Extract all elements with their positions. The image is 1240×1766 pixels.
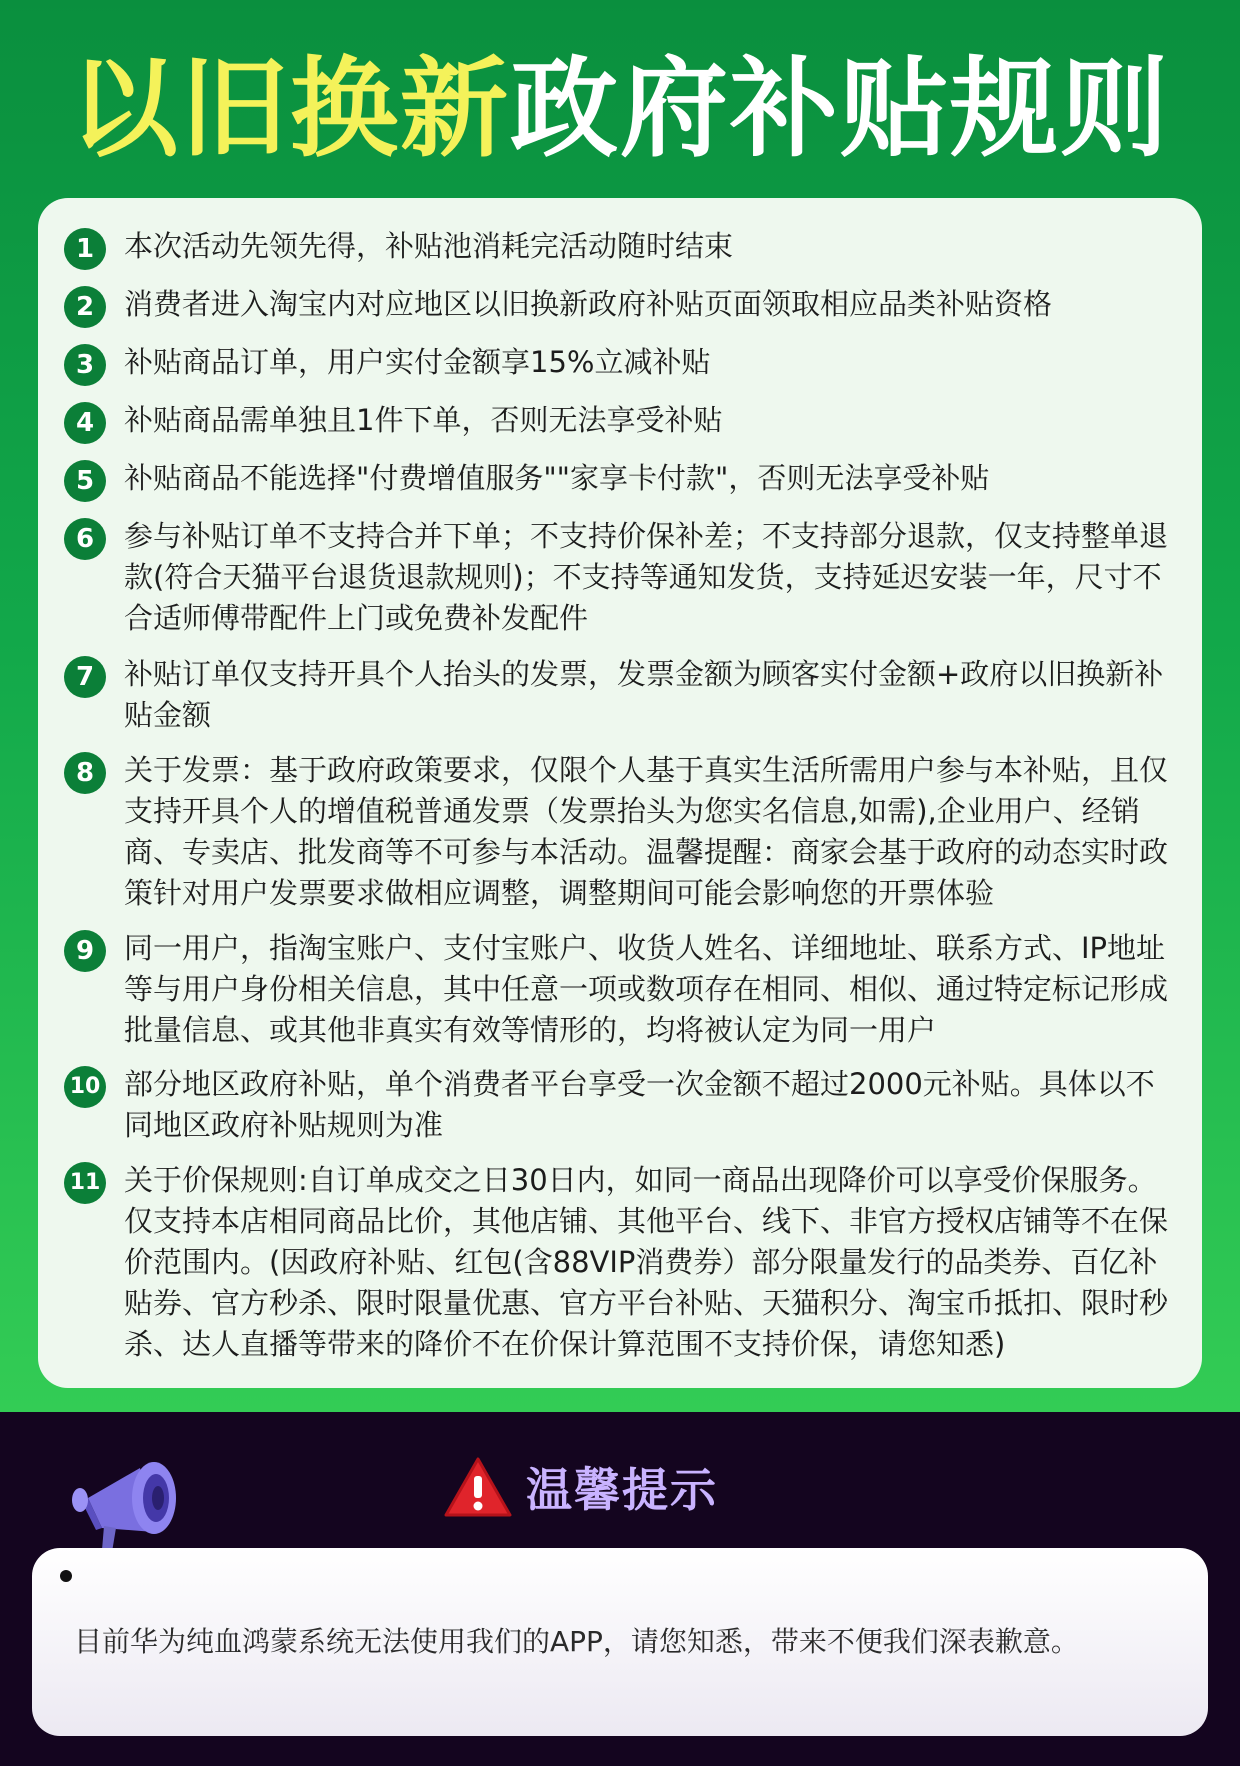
rule-number-badge: 2 <box>64 286 106 328</box>
page-title <box>0 40 1240 180</box>
rule-text: 补贴商品订单，用户实付金额享15%立减补贴 <box>124 345 711 379</box>
rule-text: 参与补贴订单不支持合并下单；不支持价保补差；不支持部分退款，仅支持整单退款(符合天猫平台退货退款规则)；不支持等通知发货，支持延迟安装一年，尺寸不合适师傅带配件上门或免费补发配件 <box>124 519 1169 635</box>
rule-number-badge: 11 <box>64 1162 106 1204</box>
warning-triangle-icon <box>444 1456 512 1518</box>
rule-number-badge: 5 <box>64 460 106 502</box>
rule-text: 关于发票：基于政府政策要求，仅限个人基于真实生活所需用户参与本补贴，且仅支持开具个人的增值税普通发票（发票抬头为您实名信息,如需),企业用户、经销商、专卖店、批发商等不可参与本活动。温馨提醒：商家会基于政府的动态实时政策针对用户发票要求做相应调整，调整期间可能会影响您的开票体验 <box>124 753 1169 910</box>
notice-title-text: 温馨提示 <box>526 1463 718 1517</box>
notice-card <box>32 1548 1208 1736</box>
notice-section <box>0 1412 1240 1766</box>
rule-text: 同一用户，指淘宝账户、支付宝账户、收货人姓名、详细地址、联系方式、IP地址等与用户身份相关信息，其中任意一项或数项存在相同、相似、通过特定标记形成批量信息、或其他非真实有效等情形的，均将被认定为同一用户 <box>124 931 1169 1047</box>
megaphone-icon <box>68 1436 198 1556</box>
rule-text: 补贴订单仅支持开具个人抬头的发票，发票金额为顾客实付金额+政府以旧换新补贴金额 <box>124 657 1164 732</box>
rule-number-badge: 6 <box>64 518 106 560</box>
title-main: 政府补贴规则 <box>510 47 1171 172</box>
rule-number-badge: 1 <box>64 228 106 270</box>
notice-text: 目前华为纯血鸿蒙系统无法使用我们的APP，请您知悉，带来不便我们深表歉意。 <box>74 1625 1079 1658</box>
rule-text: 补贴商品需单独且1件下单，否则无法享受补贴 <box>124 403 723 437</box>
rule-number-badge: 4 <box>64 402 106 444</box>
rule-number-badge: 9 <box>64 930 106 972</box>
rule-number-badge: 10 <box>64 1066 106 1108</box>
rule-number-badge: 3 <box>64 344 106 386</box>
rule-text: 补贴商品不能选择"付费增值服务""家享卡付款"，否则无法享受补贴 <box>124 461 990 495</box>
rules-card <box>38 198 1202 1388</box>
rule-number-badge: 8 <box>64 752 106 794</box>
title-highlight: 以旧换新 <box>69 47 510 172</box>
rule-number-badge: 7 <box>64 656 106 698</box>
rule-text: 部分地区政府补贴，单个消费者平台享受一次金额不超过2000元补贴。具体以不同地区政府补贴规则为准 <box>124 1067 1155 1142</box>
bullet-dot <box>60 1570 72 1582</box>
rule-text: 本次活动先领先得，补贴池消耗完活动随时结束 <box>124 229 734 263</box>
rule-text: 消费者进入淘宝内对应地区以旧换新政府补贴页面领取相应品类补贴资格 <box>124 287 1053 321</box>
rule-text: 关于价保规则:自订单成交之日30日内，如同一商品出现降价可以享受价保服务。仅支持本店相同商品比价，其他店铺、其他平台、线下、非官方授权店铺等不在保价范围内。(因政府补贴、红包(含88VIP消费券）部分限量发行的品类券、百亿补贴券、官方秒杀、限时限量优惠、官方平台补贴、天猫积分、淘宝币抵扣、限时秒杀、达人直播等带来的降价不在价保计算范围不支持价保，请您知悉) <box>124 1163 1169 1361</box>
notice-title <box>444 1452 718 1522</box>
